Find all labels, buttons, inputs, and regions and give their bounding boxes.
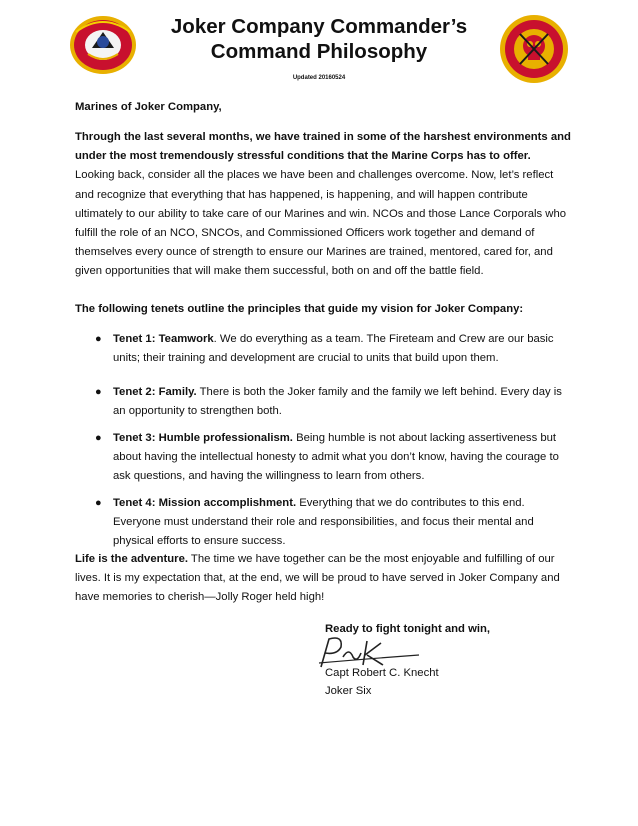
tenet-label: Tenet 4: Mission accomplishment. — [113, 497, 297, 509]
page-title-line-2: Command Philosophy — [210, 40, 428, 63]
tenet-label: Tenet 3: Humble professionalism. — [113, 432, 293, 444]
salutation: Marines of Joker Company, — [75, 101, 222, 113]
intro-bold: Through the last several months, we have trained in some of the harshest environments and under the most tremendously stressful conditions that the Marine Corps has to offer. — [75, 131, 571, 163]
bullet-icon: ● — [95, 333, 102, 345]
tenets-intro: The following tenets outline the principles that guide my vision for Joker Company: — [75, 303, 524, 315]
page-title-line-1: Joker Company Commander’s — [170, 15, 468, 38]
tenet-text: There is both the Joker family and the family we left behind. Every day is an opportunity to strengthen both. — [113, 386, 562, 417]
bullet-icon: ● — [95, 432, 102, 444]
closing-rest: The time we have together can be the most enjoyable and fulfilling of our lives. It is my expectation that, at the end, we will be proud to have served in Joker Company and have memories to cherish—Jolly Roger held high! — [75, 553, 560, 604]
intro-paragraph — [75, 128, 571, 282]
tenet-text: Everything that we do contributes to this end. Everyone must understand their role and responsibilities, and focus their mental and physical efforts to ensure success. — [113, 497, 534, 547]
updated-date: Updated 20160524 — [292, 75, 346, 81]
tenet-label: Tenet 1: Teamwork — [113, 333, 214, 345]
tenet-label: Tenet 2: Family. — [113, 386, 197, 398]
tenet-text: Being humble is not about lacking assertiveness but about having the intellectual honesty to admit what you don’t know, having the courage to ask questions, and having the willingness to learn from others. — [113, 432, 559, 482]
tenet-text: . We do everything as a team. The Fireteam and Crew are our basic units; their training and development are crucial to units that build upon them. — [113, 333, 554, 364]
company-skull-crest-icon — [498, 14, 570, 84]
signer-name: Capt Robert C. Knecht — [325, 667, 439, 679]
bullet-icon: ● — [95, 497, 102, 509]
sign-off: Ready to fight tonight and win, — [325, 623, 491, 635]
bullet-icon: ● — [95, 386, 102, 398]
intro-rest: Looking back, consider all the places we have been and challenges overcome. Now, let’s reflect and recognize that everything that has happened, is happening, and will happen contribute ultimately to our ability to take care of our Marines and win. NCOs and those Lance Corporals who fulfill the role of an NCO, SNCOs, and Commissioned Officers work together and demand of themselves every ounce of strength to ensure our Marines are trained, mentored, cared for, and given opportunities that will make them successful, both on and off the battle field. — [75, 169, 567, 278]
closing-bold: Life is the adventure. — [75, 553, 188, 565]
closing-paragraph — [75, 550, 571, 608]
marine-battalion-emblem-icon — [68, 14, 138, 76]
signer-title: Joker Six — [325, 685, 372, 697]
